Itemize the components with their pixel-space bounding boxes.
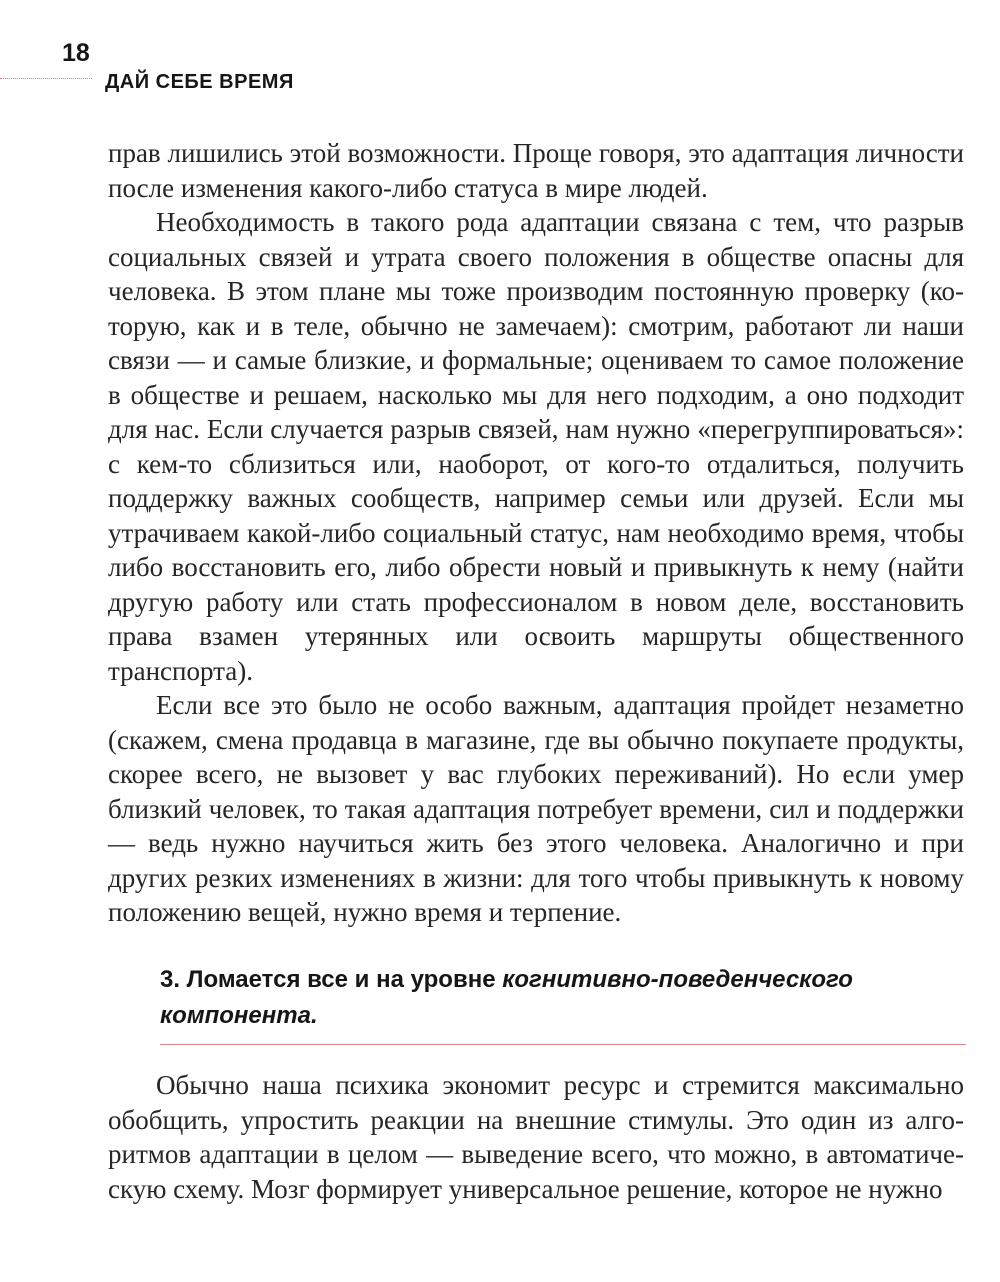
section-heading (160, 962, 940, 1034)
paragraph: прав лишились этой возможности. Проще говоря, это адаптация личности после изменения какого-либо статуса в мире людей. (108, 138, 964, 203)
paragraph: Если все это было не особо важным, адаптация пройдет незаметно (скажем, смена продавца в магазине, где вы обычно покупаете продукты, скорее всего, не вызовет у вас глубоких переживаний). Но если умер близкий человек, то такая адаптация потребует времени, сил и поддержки — ведь нужно научиться жить без этого человека. Аналогично и при других резких изменениях в жизни: для того чтобы привыкнуть к новому положению вещей, нужно время и терпение. (108, 690, 964, 927)
running-title: ДАЙ СЕБЕ ВРЕМЯ (105, 71, 294, 93)
body-text-bottom (108, 1068, 964, 1206)
section-heading-regular: 3. Ломается все и на уровне (160, 966, 503, 993)
section-heading-italic: когнитивно-поведенческого компонента (160, 966, 853, 1029)
body-text-top (108, 136, 964, 930)
paragraph: Обычно наша психика экономит ресурс и стремится максимально обобщить, упростить реакции на внешние стимулы. Это один из алгоритмов адаптации в целом — выведение всего, что можно, в автоматическую схему. Мозг формирует универсальное решение, которое не нужно (108, 1070, 964, 1204)
section-heading-end: . (310, 1002, 318, 1029)
page-number: 18 (62, 39, 90, 67)
header-decorative-rule (0, 78, 92, 79)
paragraph: Необходимость в такого рода адаптации связана с тем, что разрыв социальных связей и утрата своего положения в обществе опасны для человека. В этом плане мы тоже производим постоянную проверку (которую, как и в теле, обычно не замечаем): смотрим, работают ли наши связи — и самые близкие, и формальные; оцениваем то самое положение в обществе и решаем, насколько мы для него подходим, а оно подходит для нас. Если случается разрыв связей, нам нужно «перегруппироваться»: с кем-то сблизиться или, наоборот, от кого-то отдалиться, получить поддержку важных сообществ, например семьи или друзей. Если мы утрачиваем какой-либо социальный статус, нам необходимо время, чтобы либо восстановить его, либо обрести новый и привыкнуть к нему (найти другую работу или стать профессионалом в новом деле, восстановить права взамен утерянных или освоить маршруты общественного транспорта). (108, 207, 964, 686)
section-divider (160, 1044, 966, 1045)
